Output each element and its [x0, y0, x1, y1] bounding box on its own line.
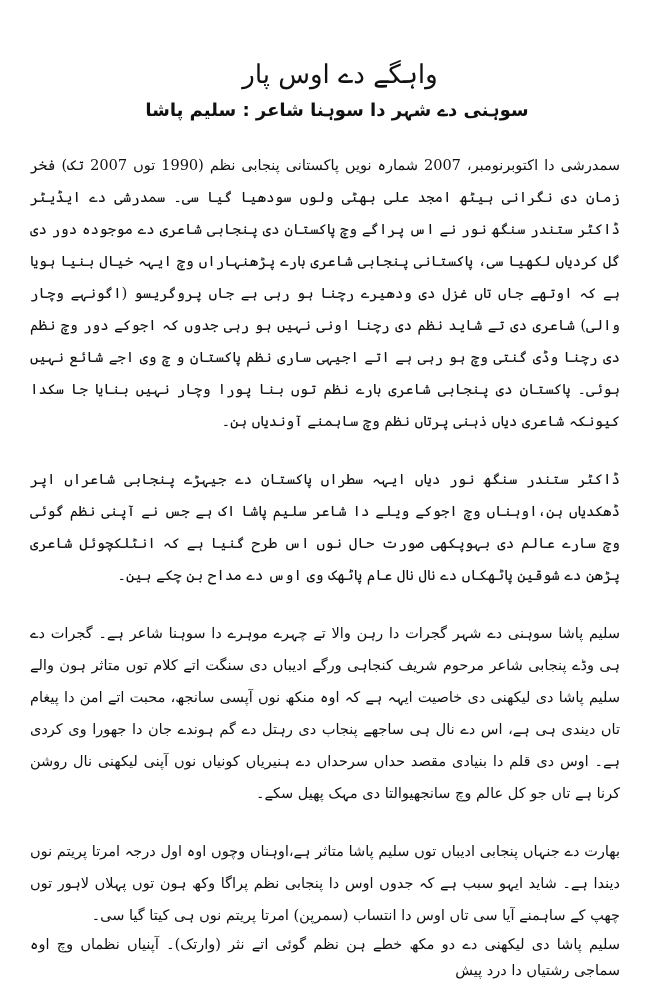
paragraph-intro: سمدرشی دا اکتوبرنومبر، 2007 شمارہ نویں پاکستانی پنجابی نظم (1990 توں 2007 تک) فخر زمان دی نگرانی ہیٹھ امجد علی بھٹی ولوں سودھیا گیا سی۔ سمدرشی دے ایڈیٹر ڈاکٹر ستندر سنگھ نور نے اس پراگے وچ پاکستان دی پنجابی شاعری دے موجودہ دور دی گل کردیاں لکھیا سی، پاکستانی پنجابی شاعری بارے پڑھنہاراں وچ ایہہ خیال بنیا ہویا ہے کہ اوتھے جاں تاں غزل دی ودھیرے رچنا ہو رہی ہے جاں پروگریسو (اگونہے وچار والی) شاعری دی تے شاید نظم دی رچنا اونی نہیں ہو رہی جدوں کہ اجوکے دور وچ نظم دی رچنا وڈی گنتی وچ ہو رہی ہے اتے اجیہی ساری نظم پاکستان و چ وی اجے شائع نہیں ہوئی۔ پاکستان دی پنجابی شاعری بارے نظم توں بنا پورا وچار نہیں بنایا جا سکدا کیونکہ شاعری دیاں ذہنی پرتاں نظم وچ ساہمنے آوندیاں ہن۔ [30, 158, 620, 430]
paragraph-amrita-pritam: بھارت دے جنہاں پنجابی ادیباں توں سلیم پاشا متاثر ہے،اوہناں وچوں اوہ اول درجہ امرتا پریتم نوں دیندا ہے۔ شاید ایہو سبب ہے کہ جدوں اوس دا پنجابی نظم پراگا وکھ ہون توں پہلاں لاہور توں چھپ کے ساہمنے آیا سی تاں اوس دا انتساب (سمرپن) امرتا پریتم نوں ہی کیتا گیا سی۔ [30, 844, 620, 924]
article-subtitle: سوہنی دے شہر دا سوہنا شاعر : سلیم پاشا [145, 100, 529, 121]
paragraph-writing-fields: سلیم پاشا دی لیکھنی دے دو مکھ خطے ہن نظم گوئی اتے نثر (وارتک)۔ آپنیاں نظماں وچ اوہ سماجی رشتیاں دا درد پیش [30, 937, 620, 979]
paragraph-gujrat-poet: سلیم پاشا سوہنی دے شہر گجرات دا رہن والا تے چہرے موہرے دا سوہنا شاعر ہے۔ گجرات دے ہی وڈے پنجابی شاعر مرحوم شریف کنجاہی ورگے ادیباں دی سنگت اتے کلام توں متاثر ہون والے سلیم پاشا دی لیکھنی دی خاصیت ایہہ ہے کہ اوہ منکھ نوں آپسی سانجھ، محبت اتے امن دا پیغام تاں دیندی ہی ہے، اس دے نال ہی ساجھے پنجاب دی رہتل دے گم ہوندے جان دا جھورا وی کردی ہے۔ اوس دی قلم دا بنیادی مقصد حداں سرحداں دے ہنیریاں کونیاں نوں آپنی لیکھنی نال روشن کرنا ہے تاں جو کل عالم وچ سانجھیوالتا دی مہک پھیل سکے۔ [30, 626, 620, 802]
paragraph-salim-pasha-intro: ڈاکٹر ستندر سنگھ نور دیاں ایہہ سطراں پاکستان دے جیہڑے پنجابی شاعراں اپر ڈھکدیاں ہن،اوہناں وچ اجوکے ویلے دا شاعر سلیم پاشا اک ہے جس نے آپنی نظم گوئی وچ سارے عالم دی بہوپکھی صورت حال نوں اس طرح گنیا ہے کہ انٹلکچوئل شاعری پڑھن دے شوقین پاٹھکاں دے نال نال عام پاٹھک وی اوس دے مداح بن چکے ہین۔ [30, 472, 620, 584]
article-title: واہگے دے اوس پار [242, 60, 438, 90]
